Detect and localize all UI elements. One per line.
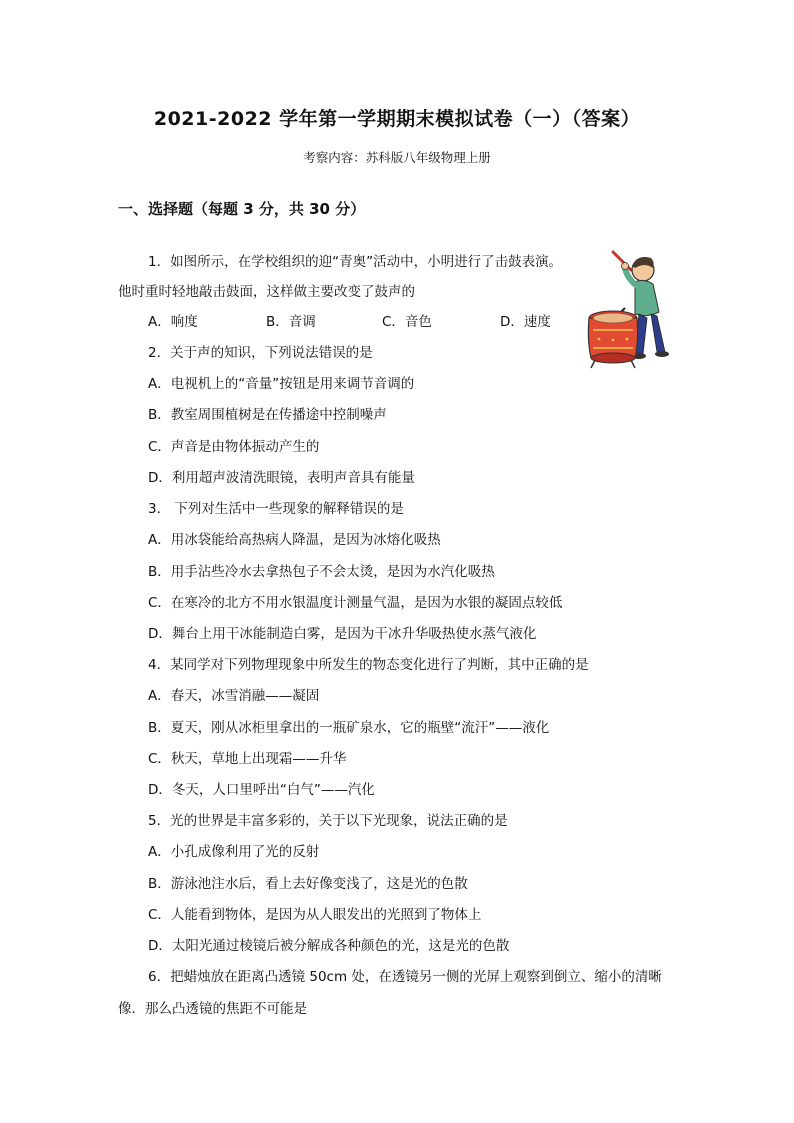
- question-5-option-d: D．太阳光通过棱镜后被分解成各种颜色的光，这是光的色散: [148, 938, 510, 954]
- question-4-option-c: C．秋天，草地上出现霜——升华: [148, 751, 347, 767]
- question-5-stem: 5．光的世界是丰富多彩的，关于以下光现象，说法正确的是: [148, 813, 508, 829]
- question-4-option-a: A．春天，冰雪消融——凝固: [148, 688, 320, 704]
- question-3-option-a: A．用冰袋能给高热病人降温，是因为冰熔化吸热: [148, 532, 441, 548]
- question-2-option-a: A．电视机上的“音量”按钮是用来调节音调的: [148, 376, 415, 392]
- question-2-option-b: B．教室周围植树是在传播途中控制噪声: [148, 407, 387, 423]
- question-5-option-a: A．小孔成像利用了光的反射: [148, 844, 320, 860]
- question-3-option-b: B．用手沾些冷水去拿热包子不会太烫，是因为水汽化吸热: [148, 564, 495, 580]
- question-2-option-d: D．利用超声波清洗眼镜，表明声音具有能量: [148, 470, 415, 486]
- question-4-stem: 4．某同学对下列物理现象中所发生的物态变化进行了判断，其中正确的是: [148, 657, 589, 673]
- question-5-option-b: B．游泳池注水后，看上去好像变浅了，这是光的色散: [148, 876, 468, 892]
- option-c: C．音色: [382, 314, 432, 330]
- option-d: D．速度: [500, 314, 551, 330]
- question-3-option-d: D．舞台上用干冰能制造白雾，是因为干冰升华吸热使水蒸气液化: [148, 626, 537, 642]
- question-1-line-1: 1．如图所示，在学校组织的迎“青奥”活动中，小明进行了击鼓表演。: [148, 254, 563, 270]
- question-2-stem: 2．关于声的知识，下列说法错误的是: [148, 345, 373, 361]
- question-6-line-2: 像．那么凸透镜的焦距不可能是: [118, 1001, 307, 1017]
- option-a: A．响度: [148, 314, 198, 330]
- question-6-line-1: 6．把蜡烛放在距离凸透镜 50cm 处，在透镜另一侧的光屏上观察到倒立、缩小的清晰: [148, 969, 662, 985]
- question-1-line-2: 他时重时轻地敲击鼓面，这样做主要改变了鼓声的: [118, 284, 415, 300]
- section-heading: 一、选择题（每题 3 分，共 30 分）: [118, 200, 366, 218]
- question-3-option-c: C．在寒冷的北方不用水银温度计测量气温，是因为水银的凝固点较低: [148, 595, 563, 611]
- question-5-option-c: C．人能看到物体，是因为从人眼发出的光照到了物体上: [148, 907, 482, 923]
- drummer-illustration: [585, 240, 677, 370]
- question-4-option-d: D．冬天，人口里呼出“白气”——汽化: [148, 782, 375, 798]
- question-2-option-c: C．声音是由物体振动产生的: [148, 439, 320, 455]
- question-3-stem: 3． 下列对生活中一些现象的解释错误的是: [148, 501, 404, 517]
- question-4-option-b: B．夏天，刚从冰柜里拿出的一瓶矿泉水，它的瓶壁“流汗”——液化: [148, 720, 550, 736]
- page-subtitle: 考察内容：苏科版八年级物理上册: [303, 150, 491, 165]
- page-title: 2021-2022 学年第一学期期末模拟试卷（一）（答案）: [153, 108, 641, 130]
- option-b: B．音调: [266, 314, 316, 330]
